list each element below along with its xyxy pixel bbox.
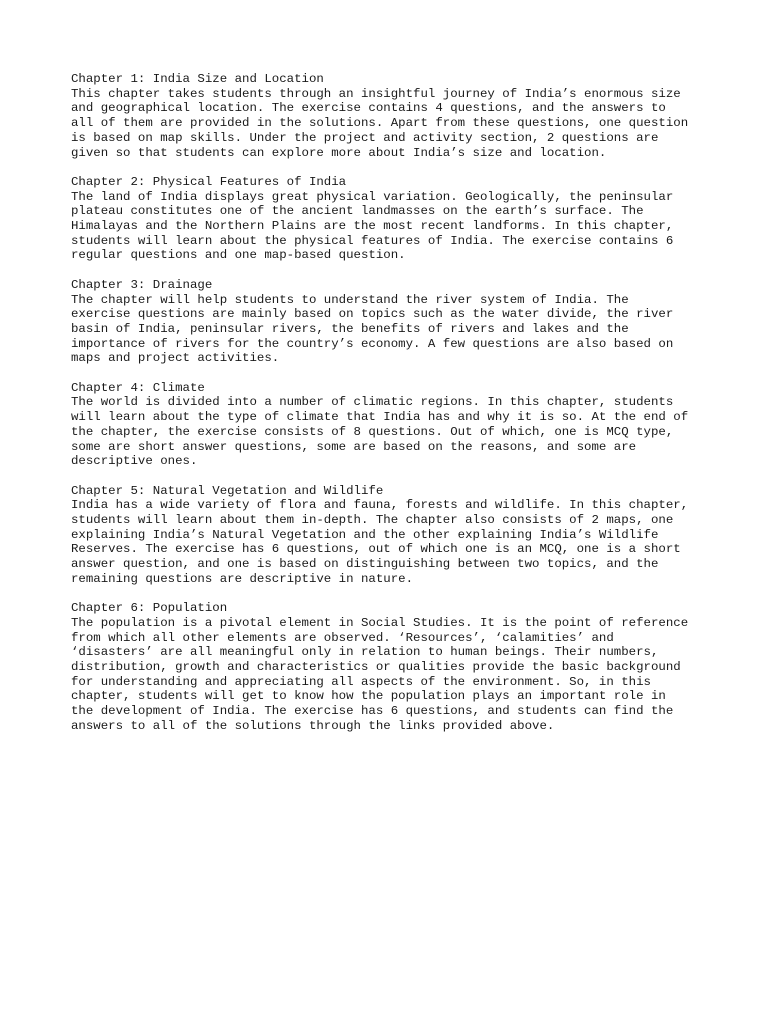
chapter-3-line: basin of India, peninsular rivers, the benefits of rivers and lakes and the xyxy=(71,321,629,336)
chapter-6-section xyxy=(71,601,711,733)
chapter-5-section xyxy=(71,484,711,587)
chapter-2-title: Chapter 2: Physical Features of India xyxy=(71,174,347,189)
chapter-3-line: The chapter will help students to understand the river system of India. The xyxy=(71,292,629,307)
chapter-2-line: regular questions and one map-based question. xyxy=(71,248,406,263)
chapter-6-line: chapter, students will get to know how the population plays an important role in xyxy=(71,689,666,704)
chapter-3-title: Chapter 3: Drainage xyxy=(71,277,213,292)
chapter-4-title: Chapter 4: Climate xyxy=(71,380,205,395)
chapter-1-line: This chapter takes students through an insightful journey of India’s enormous size xyxy=(71,86,681,101)
chapter-3-line: maps and project activities. xyxy=(71,351,280,366)
chapter-4-description xyxy=(71,395,711,469)
chapter-4-line: descriptive ones. xyxy=(71,454,198,469)
chapter-5-line: remaining questions are descriptive in nature. xyxy=(71,571,414,586)
chapter-3-description xyxy=(71,293,711,367)
chapter-1-line: and geographical location. The exercise contains 4 questions, and the answers to xyxy=(71,101,666,116)
chapter-5-title: Chapter 5: Natural Vegetation and Wildlife xyxy=(71,483,384,498)
chapter-3-line: importance of rivers for the country’s economy. A few questions are also based on xyxy=(71,336,674,351)
chapter-6-line: for understanding and appreciating all aspects of the environment. So, in this xyxy=(71,674,651,689)
chapter-4-line: some are short answer questions, some are based on the reasons, and some are xyxy=(71,439,637,454)
chapter-1-line: given so that students can explore more about India’s size and location. xyxy=(71,145,607,160)
chapter-2-line: Himalayas and the Northern Plains are the most recent landforms. In this chapter, xyxy=(71,219,674,234)
chapter-1-line: all of them are provided in the solutions. Apart from these questions, one question xyxy=(71,116,689,131)
chapter-5-line: India has a wide variety of flora and fauna, forests and wildlife. In this chapter, xyxy=(71,498,689,513)
chapter-6-description xyxy=(71,616,711,734)
document-page xyxy=(71,72,711,748)
chapter-4-line: the chapter, the exercise consists of 8 questions. Out of which, one is MCQ type, xyxy=(71,424,674,439)
chapter-2-line: students will learn about the physical features of India. The exercise contains 6 xyxy=(71,233,674,248)
chapter-4-line: will learn about the type of climate that India has and why it is so. At the end of xyxy=(71,410,689,425)
chapter-4-section xyxy=(71,381,711,469)
chapter-1-description xyxy=(71,87,711,161)
chapter-6-line: The population is a pivotal element in Social Studies. It is the point of reference xyxy=(71,615,689,630)
chapter-4-line: The world is divided into a number of climatic regions. In this chapter, students xyxy=(71,395,674,410)
chapter-5-line: explaining India’s Natural Vegetation and the other explaining India’s Wildlife xyxy=(71,527,659,542)
chapter-6-line: ‘disasters’ are all meaningful only in relation to human beings. Their numbers, xyxy=(71,645,659,660)
chapter-6-line: answers to all of the solutions through the links provided above. xyxy=(71,718,555,733)
chapter-2-line: The land of India displays great physical variation. Geologically, the peninsular xyxy=(71,189,674,204)
chapter-5-description xyxy=(71,498,711,586)
chapter-6-line: the development of India. The exercise has 6 questions, and students can find the xyxy=(71,704,674,719)
chapter-1-section xyxy=(71,72,711,160)
chapter-2-section xyxy=(71,175,711,263)
chapter-5-line: answer question, and one is based on distinguishing between two topics, and the xyxy=(71,557,659,572)
chapter-1-title: Chapter 1: India Size and Location xyxy=(71,72,324,86)
chapter-2-description xyxy=(71,190,711,264)
chapter-3-line: exercise questions are mainly based on topics such as the water divide, the river xyxy=(71,307,674,322)
chapter-6-line: distribution, growth and characteristics or qualities provide the basic background xyxy=(71,660,681,675)
chapter-1-line: is based on map skills. Under the project and activity section, 2 questions are xyxy=(71,130,659,145)
chapter-2-line: plateau constitutes one of the ancient landmasses on the earth’s surface. The xyxy=(71,204,644,219)
chapter-6-title: Chapter 6: Population xyxy=(71,601,228,616)
chapter-5-line: Reserves. The exercise has 6 questions, out of which one is an MCQ, one is a short xyxy=(71,542,681,557)
chapter-6-line: from which all other elements are observed. ‘Resources’, ‘calamities’ and xyxy=(71,630,614,645)
chapter-3-section xyxy=(71,278,711,366)
chapter-5-line: students will learn about them in-depth. The chapter also consists of 2 maps, one xyxy=(71,513,674,528)
